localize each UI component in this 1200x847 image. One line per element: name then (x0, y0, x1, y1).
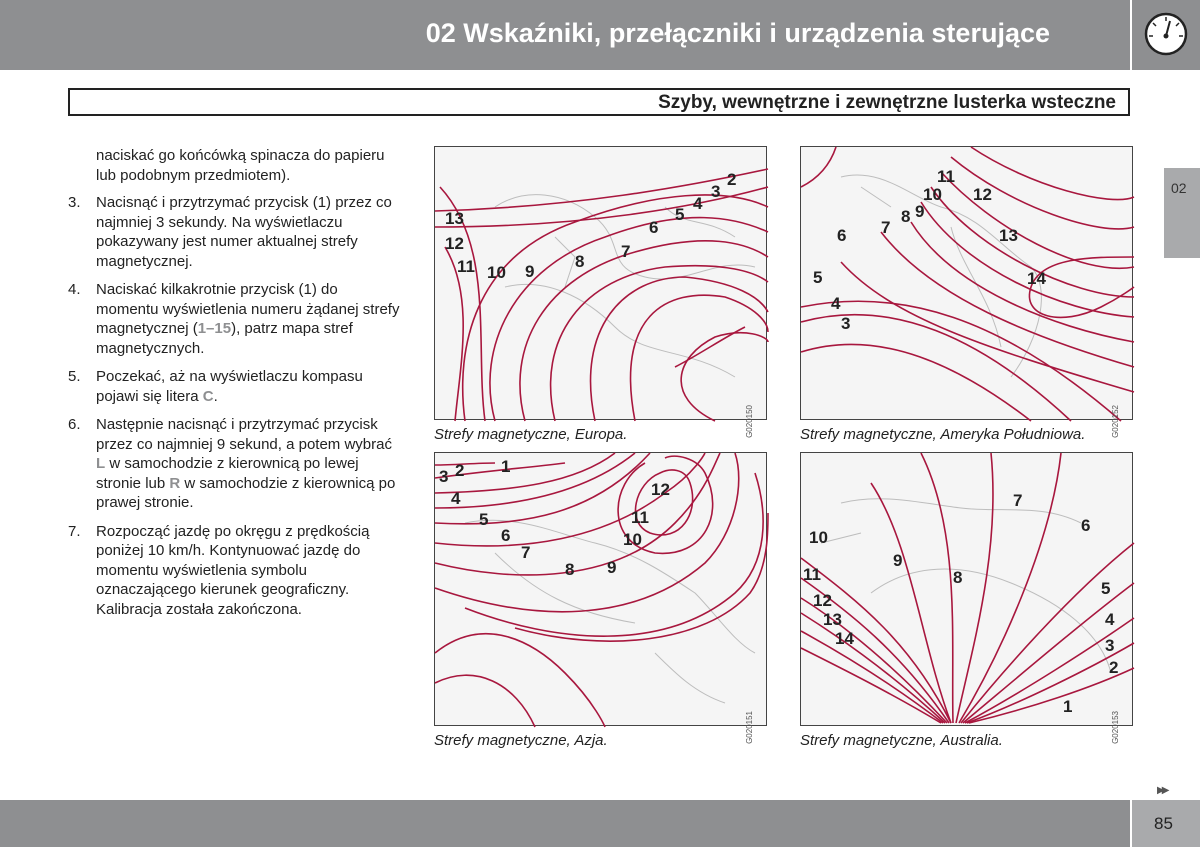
step-text: w samochodzie z kierownicą po lewej stronie lub (96, 455, 359, 492)
zone-label: 4 (693, 194, 703, 213)
zone-label: 12 (973, 185, 992, 204)
zone-label: 5 (813, 268, 823, 287)
page-number: 85 (1154, 814, 1173, 833)
zone-label: 12 (651, 480, 670, 499)
chapter-tab (1164, 168, 1200, 258)
step-text: . (213, 387, 218, 405)
step-number: 4. (68, 281, 81, 298)
zone-label: 5 (675, 205, 685, 224)
figure-code: G020151 (745, 711, 754, 744)
zone-label: 14 (1027, 269, 1046, 288)
zone-label: 11 (457, 257, 475, 276)
step-number: 6. (68, 416, 81, 433)
zone-label: 13 (823, 610, 842, 629)
europe-map-graphic (435, 147, 768, 421)
zone-label: 3 (841, 314, 851, 333)
zone-label: 8 (953, 568, 963, 587)
section-title: Szyby, wewnętrzne i zewnętrzne lusterka wsteczne (658, 92, 1116, 113)
zone-label: 12 (813, 591, 832, 610)
highlight-letter: R (169, 474, 181, 492)
zone-label: 9 (915, 202, 925, 221)
zone-label: 5 (1101, 579, 1111, 598)
step-text: Następnie nacisnąć i przytrzymać przycisk przez co najmniej 9 sekund, a potem wybrać (96, 416, 392, 453)
step-text: Poczekać, aż na wyświetlaczu kompasu pojawi się litera (96, 368, 363, 405)
zone-label: 3 (439, 467, 449, 486)
step-text: Rozpocząć jazdę po okręgu z prędkością poniżej 10 km/h. Kontynuować jazdę do momentu wyświetlenia symbolu oznaczającego kierunek geograficzny. Kalibracja została zakończona. (96, 522, 370, 618)
map-caption: Strefy magnetyczne, Europa. (434, 426, 628, 443)
zone-label: 8 (575, 252, 585, 271)
step-item (68, 415, 403, 513)
zone-label: 7 (621, 242, 631, 261)
step-number: 7. (68, 522, 81, 540)
zone-label: 6 (837, 226, 847, 245)
zone-label: 1 (1063, 697, 1073, 716)
step-number: 3. (68, 194, 81, 211)
zone-label: 11 (803, 565, 821, 584)
steps-list (68, 193, 403, 619)
zone-label: 3 (1105, 636, 1115, 655)
asia-map-graphic (435, 453, 768, 727)
chapter-tab-label: 02 (1171, 180, 1187, 196)
zone-label: 14 (835, 629, 854, 648)
zone-label: 4 (451, 489, 461, 508)
gauge-icon (1144, 12, 1188, 56)
zone-label: 10 (623, 530, 642, 549)
zone-label: 6 (1081, 516, 1091, 535)
step-text: w samochodzie z kierownicą po prawej stronie. (96, 474, 396, 511)
step-text: ), patrz mapa stref magnetycznych. (96, 320, 353, 357)
zone-label: 7 (521, 543, 531, 562)
zone-label: 1 (501, 457, 511, 476)
zone-label: 2 (727, 170, 737, 189)
zone-label: 10 (809, 528, 828, 547)
zone-label: 7 (881, 218, 891, 237)
zone-label: 6 (649, 218, 659, 237)
step-text: Nacisnąć i przytrzymać przycisk (1) przez co najmniej 3 sekundy. Na wyświetlaczu pokazywany jest numer aktualnej strefy magnetycznej. (96, 194, 392, 270)
zone-label: 9 (893, 551, 903, 570)
australia-map-graphic (801, 453, 1134, 727)
zone-label: 3 (711, 182, 721, 201)
step-text: Naciskać kilkakrotnie przycisk (1) do momentu wyświetlenia numeru żądanej strefy magnetycznej ( (96, 281, 400, 337)
zone-label: 13 (999, 226, 1018, 245)
zone-label: 9 (607, 558, 617, 577)
zone-label: 11 (631, 508, 649, 527)
zone-label: 7 (1013, 491, 1023, 510)
zone-label: 4 (831, 294, 841, 313)
step-item (68, 280, 403, 358)
figure-code: G020150 (745, 405, 754, 438)
zone-label: 6 (501, 526, 511, 545)
south-america-map-graphic (801, 147, 1134, 421)
page-footer (0, 800, 1130, 847)
highlight-range: 1–15 (197, 320, 232, 337)
intro-paragraph: naciskać go końcówką spinacza do papieru lub podobnym przedmiotem). (96, 147, 385, 184)
zone-label: 2 (1109, 658, 1119, 677)
highlight-letter: L (96, 455, 106, 472)
highlight-letter: C (202, 387, 214, 405)
zone-label: 12 (445, 234, 464, 253)
chapter-title: 02 Wskaźniki, przełączniki i urządzenia sterujące (425, 18, 1050, 48)
section-title-bar (68, 88, 1130, 116)
step-item (68, 367, 403, 406)
zone-label: 11 (937, 167, 955, 186)
map-caption: Strefy magnetyczne, Azja. (434, 732, 608, 749)
page-number-box (1132, 800, 1200, 847)
chapter-icon-box (1132, 0, 1200, 70)
figure-code: G020152 (1111, 405, 1120, 438)
zone-label: 4 (1105, 610, 1115, 629)
double-arrow-right-icon: ▶▶ (1157, 785, 1167, 796)
instructions-text (68, 146, 403, 628)
step-item (68, 193, 403, 271)
map-caption: Strefy magnetyczne, Ameryka Południowa. (800, 426, 1086, 443)
map-caption: Strefy magnetyczne, Australia. (800, 732, 1003, 749)
zone-label: 8 (565, 560, 575, 579)
figure-code: G020153 (1111, 711, 1120, 744)
step-item (68, 522, 403, 620)
zone-label: 8 (901, 207, 911, 226)
zone-label: 2 (455, 461, 465, 480)
zone-label: 10 (487, 263, 506, 282)
chapter-header (0, 0, 1130, 70)
zone-label: 10 (923, 185, 942, 204)
step-number: 5. (68, 368, 81, 385)
zone-label: 5 (479, 510, 489, 529)
zone-label: 13 (445, 209, 464, 228)
zone-label: 9 (525, 262, 535, 281)
